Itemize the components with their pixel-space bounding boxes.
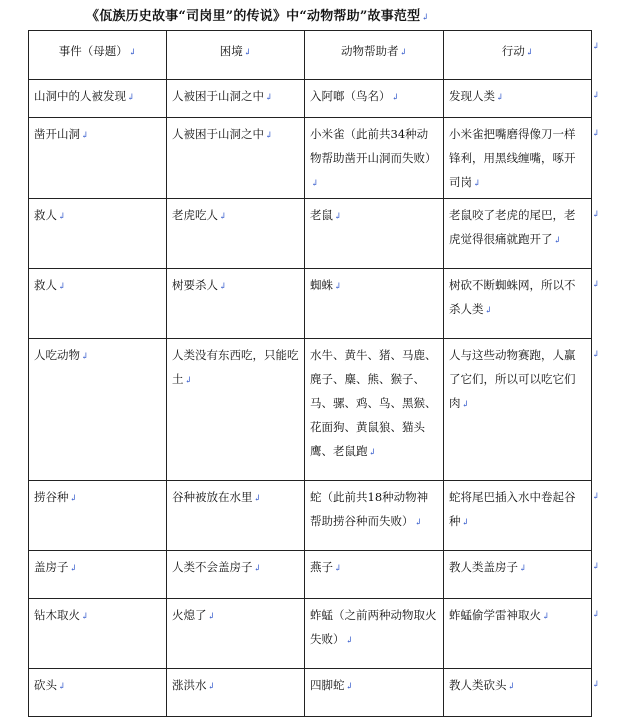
cell-animal-helper: 老鼠↲ [305, 199, 444, 269]
cell-end-mark-icon: ↲ [81, 352, 89, 362]
cell-end-mark-icon: ↲ [334, 212, 342, 222]
header-animal-helper: 动物帮助者↲ [305, 31, 444, 80]
cell-predicament: 谷种被放在水里↲ [167, 481, 305, 551]
cell-end-mark-icon: ↲ [507, 682, 516, 692]
cell-end-mark-icon: ↲ [69, 494, 78, 504]
cell-end-mark-icon: ↲ [496, 93, 504, 103]
cell-end-mark-icon: ↲ [334, 282, 342, 292]
cell-end-mark-icon: ↲ [399, 48, 408, 58]
table-row [29, 339, 592, 481]
cell-animal-helper: 四脚蛇↲ [305, 669, 444, 717]
cell-end-mark-icon: ↲ [519, 564, 527, 574]
table-row [29, 199, 592, 269]
paragraph-mark-icon: ↲ [421, 13, 430, 23]
cell-predicament: 人类不会盖房子↲ [167, 551, 305, 599]
cell-end-mark-icon: ↲ [484, 306, 493, 316]
cell-event: 砍头↲ [29, 669, 167, 717]
table-row [29, 481, 592, 551]
cell-animal-helper: 入阿啷（鸟名）↲ [305, 80, 444, 118]
cell-end-mark-icon: ↲ [81, 131, 89, 141]
cell-end-mark-icon: ↲ [58, 212, 66, 222]
cell-end-mark-icon: ↲ [461, 518, 470, 528]
cell-end-mark-icon: ↲ [525, 48, 534, 58]
cell-end-mark-icon: ↲ [473, 179, 481, 189]
cell-end-mark-icon: ↲ [265, 93, 273, 103]
row-end-mark-icon: ↲ [592, 129, 600, 139]
cell-end-mark-icon: ↲ [207, 682, 216, 692]
cell-action: 树砍不断蜘蛛网，所以不杀人类↲ [444, 269, 592, 339]
row-end-mark-icon: ↲ [592, 42, 600, 52]
cell-end-mark-icon: ↲ [391, 93, 400, 103]
cell-predicament: 人类没有东西吃，只能吃土↲ [167, 339, 305, 481]
row-end-mark-icon: ↲ [592, 562, 600, 572]
cell-end-mark-icon: ↲ [128, 48, 137, 58]
cell-animal-helper: 蜘蛛↲ [305, 269, 444, 339]
cell-animal-helper: 蛇（此前共18种动物神帮助捞谷种而失败）↲ [305, 481, 444, 551]
cell-end-mark-icon: ↲ [345, 636, 354, 646]
cell-end-mark-icon: ↲ [243, 48, 252, 58]
cell-animal-helper: 燕子↲ [305, 551, 444, 599]
table-row [29, 118, 592, 199]
cell-end-mark-icon: ↲ [414, 518, 423, 528]
cell-predicament: 老虎吃人↲ [167, 199, 305, 269]
cell-action: 教人类盖房子↲ [444, 551, 592, 599]
header-action: 行动↲ [444, 31, 592, 80]
cell-predicament: 涨洪水↲ [167, 669, 305, 717]
cell-event: 捞谷种↲ [29, 481, 167, 551]
cell-end-mark-icon: ↲ [219, 212, 227, 222]
story-pattern-table [28, 30, 592, 717]
cell-predicament: 人被困于山洞之中↲ [167, 80, 305, 118]
cell-action: 老鼠咬了老虎的尾巴，老虎觉得很痛就跑开了↲ [444, 199, 592, 269]
row-end-mark-icon: ↲ [592, 280, 600, 290]
row-end-mark-icon: ↲ [592, 350, 600, 360]
table-row [29, 80, 592, 118]
cell-end-mark-icon: ↲ [334, 564, 342, 574]
cell-action: 教人类砍头↲ [444, 669, 592, 717]
cell-animal-helper: 小米雀（此前共34种动物帮助凿开山洞而失败）↲ [305, 118, 444, 199]
cell-end-mark-icon: ↲ [58, 282, 66, 292]
table-row [29, 599, 592, 669]
row-end-mark-icon: ↲ [592, 91, 600, 101]
cell-event: 盖房子↲ [29, 551, 167, 599]
table-header-row [29, 31, 592, 80]
row-end-mark-icon: ↲ [592, 610, 600, 620]
cell-action: 人与这些动物赛跑，人赢了它们，所以可以吃它们肉↲ [444, 339, 592, 481]
cell-event: 人吃动物↲ [29, 339, 167, 481]
cell-action: 发现人类↲ [444, 80, 592, 118]
page-title-text: 《佤族历史故事“司岗里”的传说》中“动物帮助”故事范型 [86, 9, 421, 24]
cell-predicament: 火熄了↲ [167, 599, 305, 669]
cell-end-mark-icon: ↲ [58, 682, 66, 692]
cell-event: 救人↲ [29, 199, 167, 269]
row-end-mark-icon: ↲ [592, 210, 600, 220]
cell-end-mark-icon: ↲ [127, 93, 135, 103]
cell-event: 山洞中的人被发现↲ [29, 80, 167, 118]
cell-event: 钻木取火↲ [29, 599, 167, 669]
cell-end-mark-icon: ↲ [345, 682, 354, 692]
cell-end-mark-icon: ↲ [542, 612, 550, 622]
cell-predicament: 人被困于山洞之中↲ [167, 118, 305, 199]
cell-event: 凿开山洞↲ [29, 118, 167, 199]
cell-end-mark-icon: ↲ [553, 236, 562, 246]
table-row [29, 551, 592, 599]
cell-end-mark-icon: ↲ [219, 282, 227, 292]
cell-animal-helper: 水牛、黄牛、猪、马鹿、麂子、麋、熊、猴子、马、骡、鸡、鸟、黑猴、花面狗、黄鼠狼、猫头鹰、老鼠跑↲ [305, 339, 444, 481]
cell-end-mark-icon: ↲ [311, 179, 319, 189]
cell-end-mark-icon: ↲ [461, 400, 470, 410]
cell-predicament: 树要杀人↲ [167, 269, 305, 339]
cell-end-mark-icon: ↲ [69, 564, 78, 574]
cell-end-mark-icon: ↲ [207, 612, 216, 622]
cell-action: 蚱蜢偷学雷神取火↲ [444, 599, 592, 669]
cell-end-mark-icon: ↲ [253, 494, 262, 504]
cell-animal-helper: 蚱蜢（之前两种动物取火失败）↲ [305, 599, 444, 669]
cell-end-mark-icon: ↲ [81, 612, 89, 622]
row-end-mark-icon: ↲ [592, 680, 600, 690]
header-event: 事件（母题）↲ [29, 31, 167, 80]
cell-event: 救人↲ [29, 269, 167, 339]
cell-end-mark-icon: ↲ [253, 564, 262, 574]
cell-action: 蛇将尾巴插入水中卷起谷种↲ [444, 481, 592, 551]
cell-action: 小米雀把嘴磨得像刀一样锋利，用黑线缠嘴，啄开司岗↲ [444, 118, 592, 199]
page-title [86, 9, 566, 26]
cell-end-mark-icon: ↲ [368, 448, 377, 458]
cell-end-mark-icon: ↲ [265, 131, 273, 141]
table-row [29, 269, 592, 339]
row-end-mark-icon: ↲ [592, 492, 600, 502]
header-predicament: 困境↲ [167, 31, 305, 80]
cell-end-mark-icon: ↲ [184, 376, 193, 386]
